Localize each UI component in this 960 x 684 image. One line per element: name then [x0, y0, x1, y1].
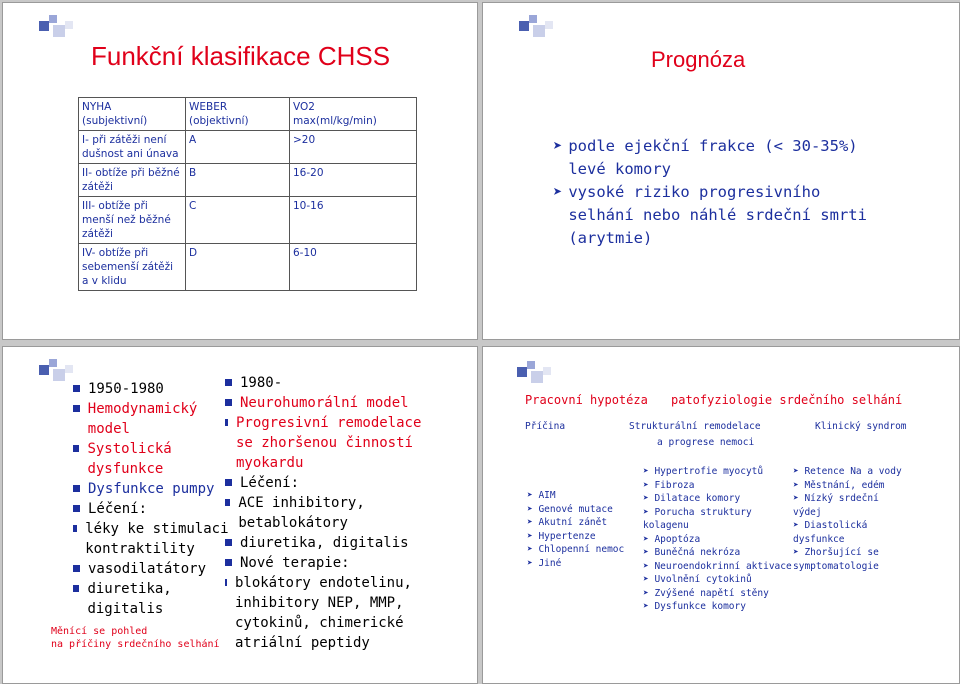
- arrow-bullet-icon: ➤: [643, 533, 655, 545]
- remodeling-list: [643, 465, 803, 614]
- list-item: ➤ podle ejekční frakce (< 30-35%) levé komory: [553, 137, 858, 178]
- list-item: Dysfunkce pumpy: [73, 479, 243, 499]
- list-item: ➤ Chlopenní nemoc: [527, 544, 625, 555]
- table-cell: III- obtíže při menší než běžné zátěži: [79, 197, 186, 244]
- arrow-bullet-icon: ➤: [643, 587, 655, 599]
- arrow-bullet-icon: ➤: [793, 547, 805, 558]
- causes-list: [527, 489, 624, 570]
- list-item: ➤ vysoké riziko progresivního selhání nebo náhlé srdeční smrti (arytmie): [553, 183, 867, 247]
- column-head-syndrome: Klinický syndrom: [815, 421, 907, 432]
- slide-title-left: Pracovní hypotéza: [525, 393, 648, 407]
- bullet-square-icon: [73, 385, 80, 392]
- list-item: ➤ Fibroza: [643, 479, 695, 491]
- list-item: léky ke stimulaci kontraktility: [73, 519, 243, 559]
- arrow-bullet-icon: ➤: [793, 466, 805, 477]
- list-item: ➤ Retence Na a vody: [793, 466, 902, 477]
- list-item: ➤ Hypertrofie myocytů: [643, 466, 764, 477]
- table-cell: 16-20: [290, 164, 417, 197]
- list-item: ➤ Jiné: [527, 557, 562, 569]
- slide-prognoza: [482, 2, 960, 340]
- bullet-square-icon: [73, 525, 77, 532]
- list-item: ➤ Apoptóza: [643, 533, 701, 545]
- list-item: ➤ AIM: [527, 490, 556, 501]
- table-cell: I- při zátěži není dušnost ani únava: [79, 131, 186, 164]
- bullet-square-icon: [73, 445, 79, 452]
- column-head-cause: Příčina: [525, 421, 566, 432]
- bullet-square-icon: [225, 499, 230, 506]
- bullet-square-icon: [225, 379, 232, 386]
- table-row: [79, 164, 417, 197]
- chss-table: [78, 97, 417, 291]
- bullet-square-icon: [225, 559, 232, 566]
- list-item: ➤ Městnání, edém: [793, 479, 885, 491]
- bullet-square-icon: [225, 419, 228, 426]
- table-cell: IV- obtíže při sebemenší zátěži a v klidu: [79, 244, 186, 291]
- arrow-bullet-icon: ➤: [793, 520, 805, 531]
- arrow-bullet-icon: ➤: [643, 506, 655, 518]
- list-item: Systolická dysfunkce: [73, 439, 243, 479]
- slide-pracovni-hypoteza: [482, 346, 960, 684]
- list-item: ➤ Genové mutace: [527, 503, 613, 515]
- slide-title: Funkční klasifikace CHSS: [91, 41, 391, 71]
- column-head-remodeling: Strukturální remodelace: [629, 421, 761, 432]
- list-item: ➤ Hypertenze: [527, 530, 596, 542]
- list-item: ➤ Diastolická dysfunkce: [793, 520, 868, 545]
- table-header-row: [79, 98, 417, 131]
- arrow-bullet-icon: ➤: [527, 490, 539, 501]
- slide-title-right: patofyziologie srdečního selhání: [671, 393, 903, 407]
- right-column-1980: [225, 373, 425, 653]
- list-item: diuretika, digitalis: [225, 533, 425, 553]
- list-item: 1980-: [225, 373, 425, 393]
- list-item: blokátory endotelinu, inhibitory NEP, MMP, cytokinů, chimerické atriální peptidy: [225, 573, 425, 653]
- arrow-bullet-icon: ➤: [527, 503, 539, 515]
- column-subhead-progression: a progrese nemoci: [657, 437, 755, 448]
- table-cell: >20: [290, 131, 417, 164]
- slide-funkcni-klasifikace: [2, 2, 478, 340]
- list-item: Progresivní remodelace se zhoršenou činností myokardu: [225, 413, 425, 473]
- table-cell: 10-16: [290, 197, 417, 244]
- arrow-bullet-icon: ➤: [553, 137, 563, 155]
- arrow-bullet-icon: ➤: [643, 466, 655, 477]
- list-item: ➤ Uvolnění cytokinů: [643, 574, 752, 585]
- table-cell: A: [186, 131, 290, 164]
- list-item: diuretika, digitalis: [73, 579, 243, 619]
- bullet-square-icon: [73, 565, 80, 572]
- bullet-square-icon: [225, 479, 232, 486]
- list-item: ➤ Dilatace komory: [643, 493, 741, 504]
- table-cell: II- obtíže při běžné zátěži: [79, 164, 186, 197]
- list-item: ➤ Dysfunkce komory: [643, 601, 746, 612]
- syndrome-list: [793, 465, 903, 573]
- slide-note: Měnící se pohled na příčiny srdečního selhání: [51, 626, 220, 650]
- arrow-bullet-icon: ➤: [643, 560, 655, 572]
- bullet-square-icon: [225, 539, 232, 546]
- table-cell: D: [186, 244, 290, 291]
- bullet-square-icon: [225, 579, 227, 586]
- arrow-bullet-icon: ➤: [643, 479, 655, 491]
- arrow-bullet-icon: ➤: [793, 493, 805, 504]
- list-item: Neurohumorální model: [225, 393, 425, 413]
- slide-historie-modelu: [2, 346, 478, 684]
- arrow-bullet-icon: ➤: [527, 544, 539, 555]
- list-item: ➤ Akutní zánět: [527, 517, 608, 528]
- arrow-bullet-icon: ➤: [527, 530, 539, 542]
- arrow-bullet-icon: ➤: [553, 183, 563, 201]
- slide-title: Prognóza: [651, 47, 746, 72]
- table-cell: C: [186, 197, 290, 244]
- table-cell: 6-10: [290, 244, 417, 291]
- list-item: ➤ Buněčná nekróza: [643, 547, 741, 558]
- arrow-bullet-icon: ➤: [793, 479, 805, 491]
- list-item: ACE inhibitory, betablokátory: [225, 493, 425, 533]
- left-column-1950: [73, 379, 243, 619]
- table-header-cell: WEBER (objektivní): [186, 98, 290, 131]
- table-row: [79, 244, 417, 291]
- arrow-bullet-icon: ➤: [643, 574, 655, 585]
- list-item: ➤ Zvýšené napětí stěny: [643, 587, 769, 599]
- list-item: ➤ Neuroendokrinní aktivace: [643, 560, 792, 572]
- bullet-square-icon: [225, 399, 232, 406]
- list-item: Léčení:: [73, 499, 243, 519]
- list-item: ➤ Zhoršující se symptomatologie: [793, 547, 879, 572]
- table-cell: B: [186, 164, 290, 197]
- bullet-square-icon: [73, 485, 80, 492]
- table-row: [79, 197, 417, 244]
- bullet-square-icon: [73, 505, 80, 512]
- bullet-square-icon: [73, 585, 79, 592]
- list-item: Hemodynamický model: [73, 399, 243, 439]
- prognosis-list: [553, 135, 883, 250]
- table-row: [79, 131, 417, 164]
- list-item: ➤ Nízký srdeční výdej: [793, 493, 879, 518]
- list-item: vasodilatátory: [73, 559, 243, 579]
- arrow-bullet-icon: ➤: [643, 547, 655, 558]
- arrow-bullet-icon: ➤: [527, 517, 539, 528]
- list-item: Nové terapie:: [225, 553, 425, 573]
- table-header-cell: NYHA (subjektivní): [79, 98, 186, 131]
- list-item: 1950-1980: [73, 379, 243, 399]
- list-item: Léčení:: [225, 473, 425, 493]
- list-item: ➤ Porucha struktury kolagenu: [643, 506, 752, 531]
- arrow-bullet-icon: ➤: [643, 601, 655, 612]
- table-header-cell: VO2 max(ml/kg/min): [290, 98, 417, 131]
- bullet-square-icon: [73, 405, 80, 412]
- arrow-bullet-icon: ➤: [643, 493, 655, 504]
- arrow-bullet-icon: ➤: [527, 557, 539, 569]
